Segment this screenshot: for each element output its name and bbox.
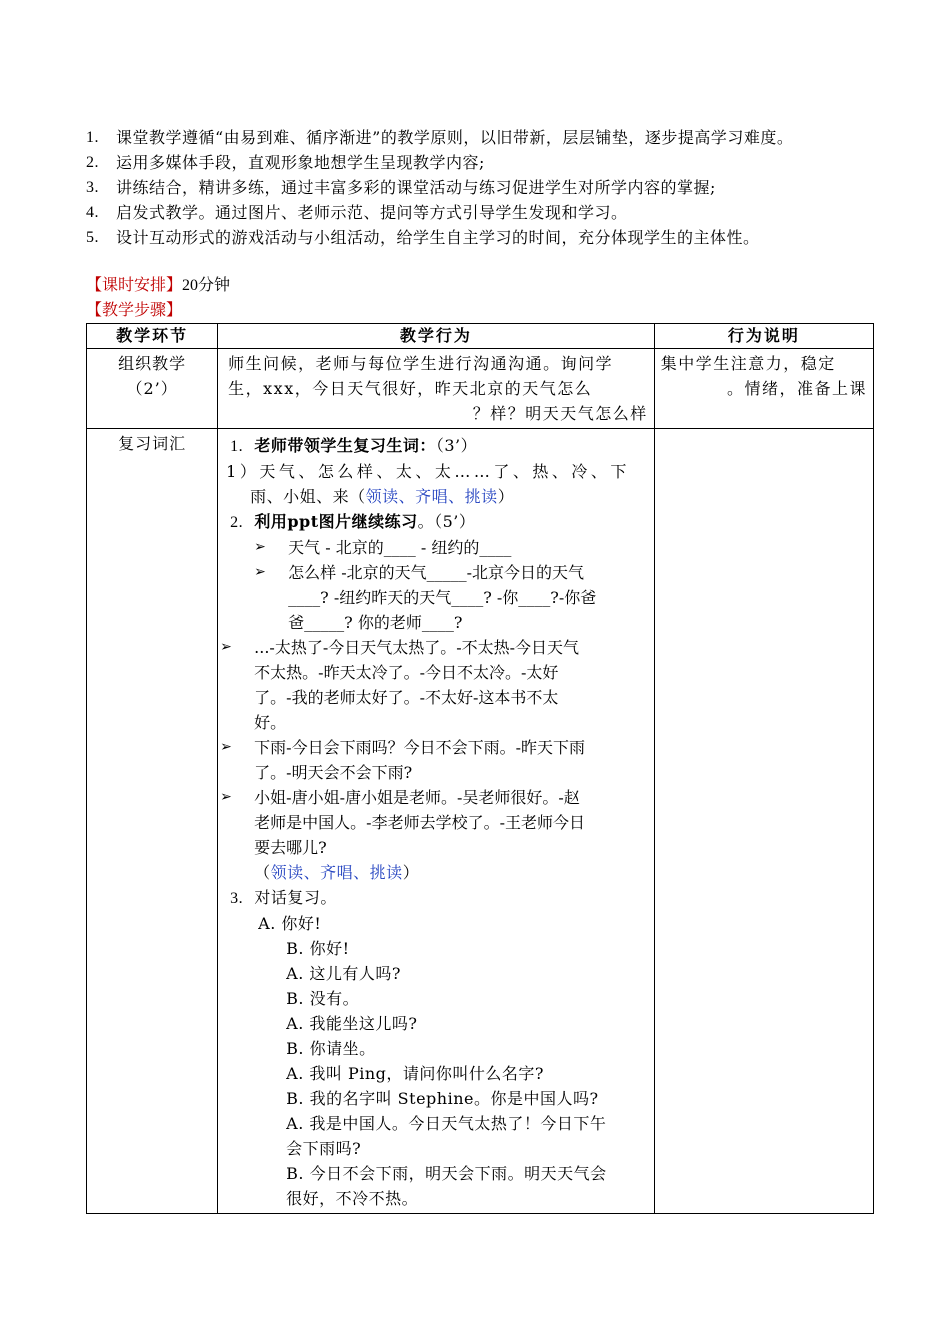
example-text: 好。 — [254, 713, 287, 732]
header-phase: 教学环节 — [87, 324, 218, 349]
arrow-bullet-icon: ➢ — [220, 789, 232, 805]
step-title: 对话复习。 — [254, 888, 337, 907]
reading-method: 领读、齐唱、挑读 — [365, 487, 498, 506]
phase-name: 组织教学 — [118, 354, 187, 373]
teaching-principles-list — [86, 125, 876, 250]
principle-item — [86, 200, 876, 225]
principle-item — [86, 225, 876, 250]
practice-text: 怎么样 -北京的天气_____-北京今日的天气 — [288, 563, 585, 582]
reading-method: 领读、齐唱、挑读 — [270, 863, 403, 882]
behavior-line: ？样？明天天气怎么样 — [472, 404, 648, 423]
behavior-cell — [218, 429, 655, 1214]
step-item-1 — [222, 433, 650, 459]
example-text: 不太热。-昨天太冷了。-今日不太冷。-太好 — [254, 663, 559, 682]
dialogue-line: B. 没有。 — [286, 989, 360, 1008]
step-number: 2. — [230, 514, 244, 531]
dialogue-line: B. 你请坐。 — [286, 1039, 376, 1058]
dialogue-line: B. 我的名字叫 Stephine。你是中国人吗? — [286, 1089, 599, 1108]
steps-label: 【教学步骤】 — [86, 300, 183, 319]
schedule-line — [86, 274, 230, 297]
example-text: 小姐-唐小姐-唐小姐是老师。-吴老师很好。-赵 — [254, 788, 580, 807]
step-title: 老师带领学生复习生词： — [254, 436, 436, 455]
step-number: 1. — [230, 438, 244, 455]
step-title: 利用ppt图片继续练习 — [254, 512, 418, 531]
arrow-bullet-icon: ➢ — [254, 564, 266, 580]
step-time: 。（5’） — [417, 512, 476, 531]
principle-item — [86, 125, 876, 150]
practice-text: 天气 - 北京的____ - 纽约的____ — [288, 538, 512, 557]
example-bullet — [220, 635, 650, 735]
phase-cell — [87, 429, 218, 1214]
behavior-line: 师生问候，老师与每位学生进行沟通沟通。询问学 — [228, 354, 614, 373]
note-line: 。情绪，准备上课 — [726, 379, 867, 398]
practice-bullet — [222, 535, 650, 560]
header-note: 行为说明 — [654, 324, 873, 349]
practice-text: ____? -纽约昨天的天气____? -你____?-你爸 — [288, 588, 597, 607]
dialogue-line: 会下雨吗? — [286, 1139, 362, 1158]
principle-number: 1. — [86, 129, 99, 146]
table-row-review — [87, 429, 874, 1214]
principle-number: 5. — [86, 229, 99, 246]
dialogue-line: A. 我叫 Ping，请问你叫什么名字? — [286, 1064, 544, 1083]
principle-item — [86, 175, 876, 200]
dialogue-line: A. 你好! — [258, 914, 322, 933]
step-time: （3’） — [435, 436, 478, 455]
principle-number: 2. — [86, 154, 99, 171]
example-text: 老师是中国人。-李老师去学校了。-王老师今日 — [254, 813, 585, 832]
step-item-2 — [222, 509, 650, 535]
example-text: 了。-明天会不会下雨? — [254, 763, 413, 782]
arrow-bullet-icon: ➢ — [220, 639, 232, 655]
dialogue-line: B. 你好! — [286, 939, 350, 958]
behavior-cell — [218, 349, 655, 429]
dialogue-line: B. 今日不会下雨，明天会下雨。明天天气会 — [286, 1164, 607, 1183]
principle-text: 讲练结合，精讲多练，通过丰富多彩的课堂活动与练习促进学生对所学内容的掌握; — [116, 178, 716, 197]
phase-duration: （2’） — [126, 379, 178, 398]
note-cell — [654, 429, 873, 1214]
practice-text: 爸_____? 你的老师____? — [288, 613, 463, 632]
dialogue-line: A. 我能坐这儿吗? — [286, 1014, 418, 1033]
arrow-bullet-icon: ➢ — [220, 739, 232, 755]
practice-bullet — [222, 560, 650, 635]
example-text: 了。-我的老师太好了。-不太好-这本书不太 — [254, 688, 559, 707]
note-line: 集中学生注意力，稳定 — [660, 354, 836, 373]
example-bullet — [220, 785, 650, 860]
table-row-organize — [87, 349, 874, 429]
example-bullet — [220, 735, 650, 785]
principle-text: 设计互动形式的游戏活动与小组活动，给学生自主学习的时间，充分体现学生的主体性。 — [116, 228, 760, 247]
phase-name: 复习词汇 — [118, 434, 187, 453]
principle-text: 课堂教学遵循“由易到难、循序渐进”的教学原则，以旧带新，层层铺垫，逐步提高学习难度。 — [116, 128, 794, 147]
lesson-steps-table — [86, 323, 874, 1214]
steps-heading — [86, 299, 182, 321]
dialogue-line: 很好，不冷不热。 — [286, 1189, 419, 1208]
dialogue-line: A. 这儿有人吗? — [286, 964, 401, 983]
example-text: ...-太热了-今日天气太热了。-不太热-今日天气 — [254, 638, 580, 657]
phase-cell — [87, 349, 218, 429]
principle-text: 启发式教学。通过图片、老师示范、提问等方式引导学生发现和学习。 — [116, 203, 628, 222]
header-behavior: 教学行为 — [218, 324, 655, 349]
schedule-value: 20分钟 — [182, 277, 231, 294]
dialogue-line: A. 我是中国人。今日天气太热了！今日下午 — [286, 1114, 607, 1133]
principle-number: 4. — [86, 204, 99, 221]
example-text: 要去哪儿? — [254, 838, 327, 857]
step-item-3 — [222, 885, 650, 911]
principle-number: 3. — [86, 179, 99, 196]
principle-item — [86, 150, 876, 175]
word-list-line: 1）天气、怎么样、太、太……了、热、冷、下 — [226, 462, 630, 481]
arrow-bullet-icon: ➢ — [254, 539, 266, 555]
behavior-line: 生，xxx，今日天气很好，昨天北京的天气怎么 — [228, 379, 593, 398]
principle-text: 运用多媒体手段，直观形象地想学生呈现教学内容; — [116, 153, 485, 172]
example-text: 下雨-今日会下雨吗？今日不会下雨。-昨天下雨 — [254, 738, 585, 757]
step-number: 3. — [230, 890, 244, 907]
note-cell — [654, 349, 873, 429]
schedule-label: 【课时安排】 — [86, 275, 183, 294]
word-list-line: 雨、小姐、来（领读、齐唱、挑读） — [250, 487, 515, 506]
table-header-row — [87, 324, 874, 349]
reading-method-line: （领读、齐唱、挑读） — [254, 863, 420, 882]
